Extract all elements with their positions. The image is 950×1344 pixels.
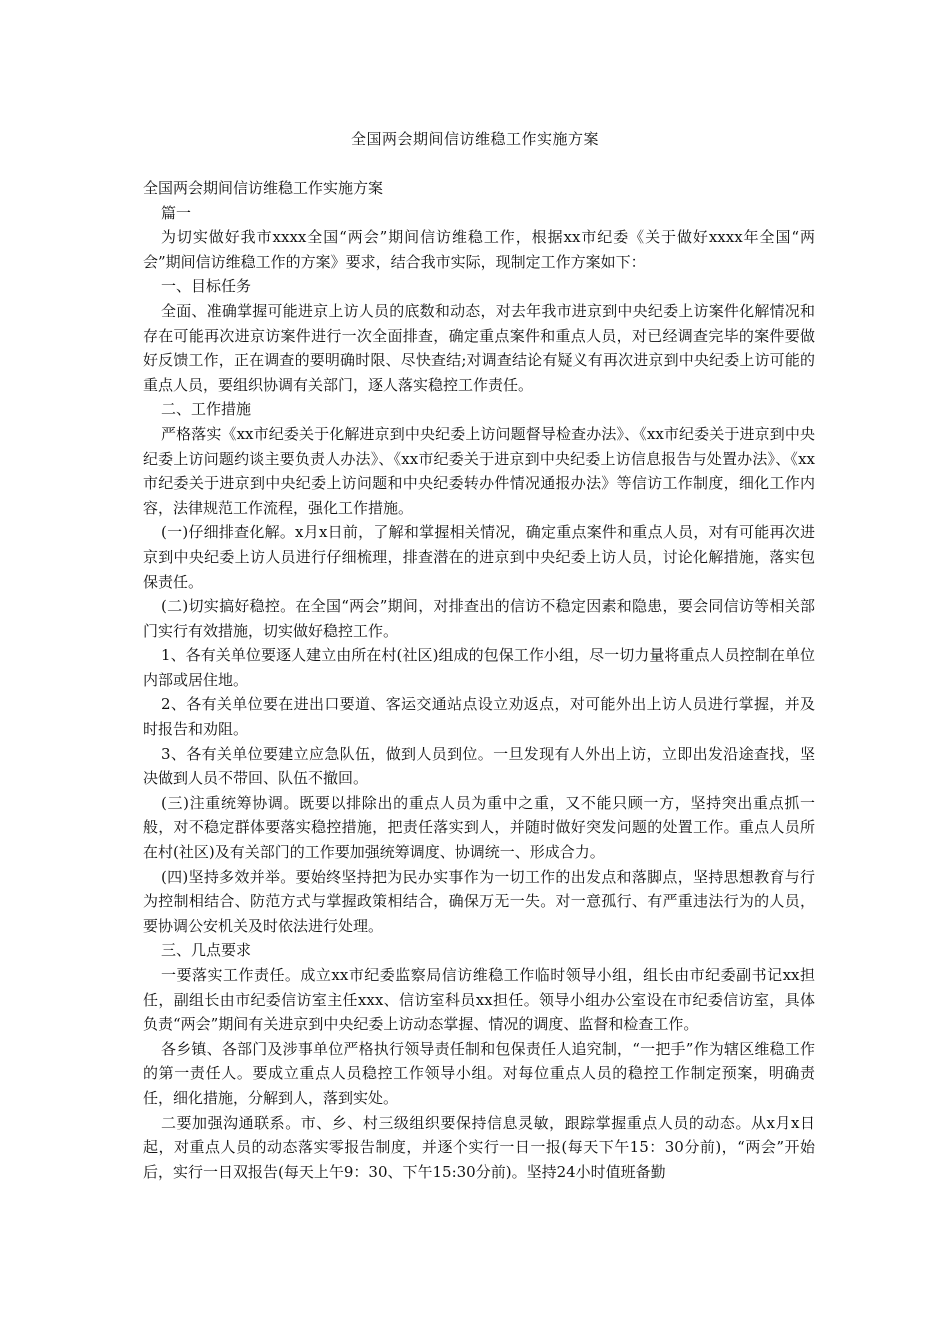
paragraph: 二要加强沟通联系。市、乡、村三级组织要保持信息灵敏，跟踪掌握重点人员的动态。从x月x日起，对重点人员的动态落实零报告制度，并逐个实行一日一报(每天下午15：30分前)，“两会”开始后，实行一日双报告(每天上午9：30、下午15:30分前)。坚持24小时值班备勤: [143, 1113, 815, 1181]
paragraph: 全面、准确掌握可能进京上访人员的底数和动态，对去年我市进京到中央纪委上访案件化解情况和存在可能再次进京访案件进行一次全面排查，确定重点案件和重点人员，对已经调查完毕的案件要做好反馈工作，正在调查的要明确时限、尽快查结;对调查结论有疑义有再次进京到中央纪委上访可能的重点人员，要组织协调有关部门，逐人落实稳控工作责任。: [143, 301, 815, 394]
paragraph: (三)注重统筹协调。既要以排除出的重点人员为重中之重，又不能只顾一方，坚持突出重点抓一般，对不稳定群体要落实稳控措施，把责任落实到人，并随时做好突发问题的处置工作。重点人员所在村(社区)及有关部门的工作要加强统筹调度、协调统一、形成合力。: [143, 793, 815, 862]
document-subtitle: 全国两会期间信访维稳工作实施方案: [143, 179, 384, 197]
paragraph: 1、各有关单位要逐人建立由所在村(社区)组成的包保工作小组，尽一切力量将重点人员控制在单位内部或居住地。: [143, 646, 815, 689]
document-title: 全国两会期间信访维稳工作实施方案: [350, 130, 599, 148]
paragraph: 2、各有关单位要在进出口要道、客运交通站点设立劝返点，对可能外出上访人员进行掌握，并及时报告和劝阻。: [143, 695, 815, 739]
document-body: [143, 176, 815, 1184]
section-heading: 二、工作措施: [161, 400, 252, 419]
paragraph: (二)切实搞好稳控。在全国“两会”期间，对排查出的信访不稳定因素和隐患，要会同信访等相关部门实行有效措施，切实做好稳控工作。: [143, 597, 815, 640]
paragraph: 一要落实工作责任。成立xx市纪委监察局信访维稳工作临时领导小组，组长由市纪委副书记xx担任，副组长由市纪委信访室主任xxx、信访室科员xx担任。领导小组办公室设在市纪委信访室，具体负责“两会”期间有关进京到中央纪委上访动态掌握、情况的调度、监督和检查工作。: [143, 966, 815, 1034]
section-heading: 一、目标任务: [161, 277, 252, 296]
paragraph: 严格落实《xx市纪委关于化解进京到中央纪委上访问题督导检查办法》、《xx市纪委关于进京到中央纪委上访问题约谈主要负责人办法》、《xx市纪委关于进京到中央纪委上访信息报告与处置办法》、《xx市纪委关于进京到中央纪委上访问题和中央纪委转办件情况通报办法》等信访工作制度，细化工作内容，法律规范工作流程，强化工作措施。: [143, 424, 815, 517]
paragraph: 篇一: [161, 203, 192, 222]
paragraph: 3、各有关单位要建立应急队伍，做到人员到位。一旦发现有人外出上访，立即出发沿途查找，坚决做到人员不带回、队伍不撤回。: [143, 744, 815, 788]
paragraph: (一)仔细排查化解。x月x日前，了解和掌握相关情况，确定重点案件和重点人员，对有可能再次进京到中央纪委上访人员进行仔细梳理，排查潜在的进京到中央纪委上访人员，讨论化解措施，落实包保责任。: [143, 523, 815, 591]
section-heading: 三、几点要求: [161, 941, 252, 960]
paragraph: 各乡镇、各部门及涉事单位严格执行领导责任制和包保责任人追究制，“一把手”作为辖区维稳工作的第一责任人。要成立重点人员稳控工作领导小组。对每位重点人员的稳控工作制定预案，明确责任，细化措施，分解到人，落到实处。: [143, 1039, 815, 1107]
paragraph: (四)坚持多效并举。要始终坚持把为民办实事作为一切工作的出发点和落脚点，坚持思想教育与行为控制相结合、防范方式与掌握政策相结合，确保万无一失。对一意孤行、有严重违法行为的人员，要协调公安机关及时依法进行处理。: [143, 867, 815, 935]
paragraph: 为切实做好我市xxxx全国“两会”期间信访维稳工作，根据xx市纪委《关于做好xxxx年全国“两会”期间信访维稳工作的方案》要求，结合我市实际，现制定工作方案如下：: [143, 228, 815, 271]
